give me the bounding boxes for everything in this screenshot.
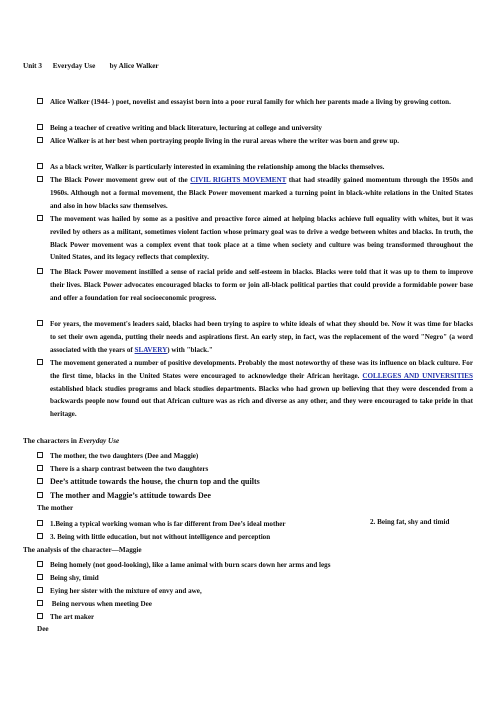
checkbox-icon xyxy=(37,176,43,182)
checkbox-icon xyxy=(37,600,43,606)
checkbox-icon xyxy=(37,359,43,365)
bullet-item: The movement generated a number of positive developments. Probably the most noteworthy of these was its influence on black culture. For the first time, blacks in the United States were encouraged to acknowledge their African heritage. COLLEGES AND UNIVERSITIES established black studies programs and black studies departments. Blacks who had grown up believing that they were descended from a backwards people now found out that African culture was as rich and diverse as any other, and they were encouraged to take pride in that heritage. xyxy=(37,357,473,421)
maggie-item: Being shy, timid xyxy=(37,572,473,585)
mother-label: The mother xyxy=(37,504,74,512)
checkbox-icon xyxy=(37,533,43,539)
bullet-item: The movement was hailed by some as a positive and proactive force aimed at helping blacks achieve full equality with whites, but it was reviled by others as a militant, sometimes violent faction whose primary goal was to drive a wedge between whites and blacks. In truth, the Black Power movement was a complex event that took place at a time when society and culture was being transformed throughout the United States, and its legacy reflects that complexity. xyxy=(37,213,473,264)
page-title: Unit 3 Everyday Use by Alice Walker xyxy=(23,62,159,70)
checkbox-icon xyxy=(37,465,43,471)
civil-rights-link[interactable]: CIVIL RIGHTS MOVEMENT xyxy=(190,176,287,184)
checkbox-icon xyxy=(37,320,43,326)
mother-item: 3. Being with little education, but not without intelligence and perception xyxy=(37,531,473,544)
maggie-item: Being nervous when meeting Dee xyxy=(37,598,473,611)
character-item: There is a sharp contrast between the two daughters xyxy=(37,463,473,476)
character-item: The mother and Maggie’s attitude towards Dee xyxy=(37,490,473,503)
maggie-item: Eying her sister with the mixture of envy and awe, xyxy=(37,585,473,598)
dee-label: Dee xyxy=(37,625,49,633)
bullet-item: Being a teacher of creative writing and black literature, lecturing at college and university xyxy=(37,122,473,135)
mother-item: 1.Being a typical working woman who is far different from Dee’s ideal mother xyxy=(37,518,337,531)
checkbox-icon xyxy=(37,137,43,143)
character-item: The mother, the two daughters (Dee and Maggie) xyxy=(37,450,473,463)
maggie-heading: The analysis of the character—Maggie xyxy=(23,546,142,554)
checkbox-icon xyxy=(37,561,43,567)
bullet-item: The Black Power movement grew out of the CIVIL RIGHTS MOVEMENT that had steadily gained momentum through the 1950s and 1960s. Although not a formal movement, the Black Power movement marked a turning point in black-white relations in the United States and also in how blacks saw themselves. xyxy=(37,174,473,212)
characters-heading: The characters in Everyday Use xyxy=(23,437,120,445)
bullet-item: Alice Walker is at her best when portraying people living in the rural areas where the writer was born and grew up. xyxy=(37,135,473,148)
checkbox-icon xyxy=(37,574,43,580)
checkbox-icon xyxy=(37,613,43,619)
mother-item-2: 2. Being fat, shy and timid xyxy=(370,518,450,526)
checkbox-icon xyxy=(37,492,43,498)
checkbox-icon xyxy=(37,520,43,526)
colleges-link[interactable]: COLLEGES AND UNIVERSITIES xyxy=(362,371,473,380)
checkbox-icon xyxy=(37,163,43,169)
checkbox-icon xyxy=(37,587,43,593)
checkbox-icon xyxy=(37,124,43,130)
bullet-item: As a black writer, Walker is particularly interested in examining the relationship among the blacks themselves. xyxy=(37,161,473,174)
checkbox-icon xyxy=(37,215,43,221)
maggie-item: Being homely (not good-looking), like a lame animal with burn scars down her arms and legs xyxy=(37,559,473,572)
checkbox-icon xyxy=(37,98,43,104)
character-item: Dee’s attitude towards the house, the churn top and the quilts xyxy=(37,476,473,489)
checkbox-icon xyxy=(37,452,43,458)
checkbox-icon xyxy=(37,268,43,274)
maggie-item: The art maker xyxy=(37,611,473,624)
slavery-link[interactable]: SLAVERY xyxy=(134,345,168,354)
bullet-item: For years, the movement's leaders said, blacks had been trying to aspire to white ideals of what they should be. Now it was time for blacks to set their own agenda, putting their needs and aspirations first. An early step, in fact, was the replacement of the word "Negro" (a word associated with the years of SLAVERY) with "black." xyxy=(37,318,473,356)
checkbox-icon xyxy=(37,478,43,484)
bullet-item: Alice Walker (1944- ) poet, novelist and essayist born into a poor rural family for which her parents made a living by growing cotton. xyxy=(37,96,473,109)
bullet-item: The Black Power movement instilled a sense of racial pride and self-esteem in blacks. Blacks were told that it was up to them to improve their lives. Black Power advocates encouraged blacks to form or join all-black political parties that could provide a formidable power base and offer a foundation for real socioeconomic progress. xyxy=(37,266,473,304)
